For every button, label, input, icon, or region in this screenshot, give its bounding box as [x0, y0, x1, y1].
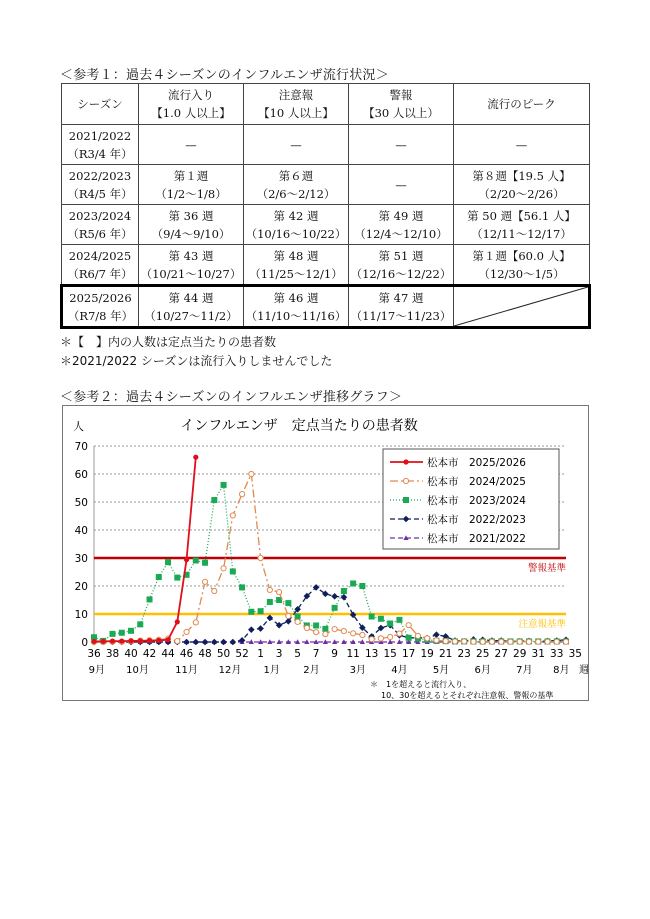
data-point [508, 639, 513, 644]
data-point [267, 599, 273, 605]
warning-cell: 第 49 週 （12/4～12/10） [349, 205, 454, 245]
warning-cell: — [349, 125, 454, 165]
influenza-chart [62, 405, 589, 701]
data-point [295, 619, 300, 624]
data-point [331, 593, 338, 600]
x-tick-label: 19 [420, 648, 434, 660]
data-point [403, 459, 408, 464]
legend-label: 松本市 2025/2026 [427, 457, 526, 469]
legend-label: 松本市 2022/2023 [427, 514, 526, 526]
x-tick-label: 29 [513, 648, 527, 660]
data-point [378, 616, 384, 622]
header-onset: 流行入り 【1.0 人以上】 [139, 84, 244, 125]
data-point [165, 637, 170, 642]
data-point [165, 559, 171, 565]
x-tick-label: 1 [257, 648, 264, 660]
data-point [239, 584, 245, 590]
advisory-cell: 第 46 週 （11/10～11/16） [244, 286, 349, 328]
data-point [221, 566, 226, 571]
month-label: 6月 [474, 665, 491, 676]
chart-annotation: 10、30を超えるとそれぞれ注意報、警報の基準 [381, 691, 554, 700]
data-point [119, 639, 124, 644]
x-tick-label: 21 [438, 648, 453, 660]
data-point [285, 600, 291, 606]
x-tick-label: 38 [105, 648, 120, 660]
month-label: 2月 [303, 665, 320, 676]
data-point [202, 560, 208, 566]
data-point [211, 497, 217, 503]
data-point [258, 555, 263, 560]
x-tick-label: 52 [235, 648, 249, 660]
data-point [183, 639, 190, 646]
table-header-row [62, 84, 590, 125]
data-point [202, 639, 209, 646]
data-point [360, 632, 365, 637]
data-point [211, 639, 218, 646]
x-tick-label: 42 [142, 648, 157, 660]
data-point [212, 588, 217, 593]
data-point [526, 639, 531, 644]
x-tick-label: 35 [568, 648, 582, 660]
y-tick-label: 70 [74, 441, 88, 453]
legend-label: 松本市 2021/2022 [427, 533, 526, 545]
onset-cell: 第 44 週 （10/27～11/2） [139, 286, 244, 328]
season-cell: 2024/2025 （R6/7 年） [62, 245, 139, 286]
season-cell: 2021/2022 （R3/4 年） [62, 125, 139, 165]
header-peak: 流行のピーク [454, 84, 590, 125]
data-point [563, 639, 568, 644]
month-label: 9月 [88, 665, 105, 676]
month-label: 10月 [126, 665, 149, 676]
y-tick-label: 50 [74, 497, 88, 509]
data-point [434, 638, 439, 643]
data-point [322, 626, 328, 632]
line-chart [63, 406, 588, 700]
x-tick-label: 44 [161, 648, 175, 660]
advisory-cell: 第 42 週 （10/16～10/22） [244, 205, 349, 245]
data-point [91, 639, 96, 644]
y-tick-label: 30 [74, 553, 88, 565]
onset-cell: — [139, 125, 244, 165]
x-tick-label: 27 [494, 648, 508, 660]
y-axis-unit: 人 [73, 420, 84, 433]
legend-label: 松本市 2023/2024 [427, 495, 526, 507]
x-tick-label: 23 [457, 648, 471, 660]
advisory-cell: 第 48 週 （11/25～12/1） [244, 245, 349, 286]
data-point [156, 638, 161, 643]
data-point [415, 633, 420, 638]
data-point [193, 620, 198, 625]
data-point [175, 619, 180, 624]
x-tick-label: 11 [346, 648, 360, 660]
data-point [193, 558, 199, 564]
data-point [248, 609, 254, 615]
table-row-current-season [62, 286, 590, 328]
x-tick-label: 31 [531, 648, 545, 660]
data-point [110, 639, 115, 644]
data-point [128, 628, 134, 634]
data-point [499, 639, 504, 644]
data-point [332, 605, 338, 611]
reference-line-label: 注意報基準 [518, 619, 566, 630]
data-point [351, 631, 356, 636]
data-point [101, 639, 106, 644]
data-point [230, 513, 235, 518]
data-point [147, 596, 153, 602]
x-tick-label: 33 [550, 648, 564, 660]
diagonal-slash-icon [454, 287, 588, 326]
data-point [138, 638, 143, 643]
x-tick-label: 25 [476, 648, 490, 660]
data-point [517, 639, 522, 644]
month-label: 7月 [516, 665, 533, 676]
chart-annotation: ＊ 1を超えると流行入り、 [370, 680, 472, 689]
x-tick-label: 5 [294, 648, 301, 660]
data-point [257, 625, 264, 632]
data-point [230, 639, 237, 646]
month-label: 5月 [432, 665, 450, 676]
data-point [286, 613, 291, 618]
data-point [276, 590, 281, 595]
peak-cell: 第８週【19.5 人】 （2/20～2/26） [454, 165, 590, 205]
warning-cell: — [349, 165, 454, 205]
data-point [314, 630, 319, 635]
section2-heading: ＜参考２：過去４シーズンのインフルエンザ推移グラフ＞ [60, 390, 403, 405]
data-point [323, 632, 328, 637]
month-label: 4月 [391, 665, 408, 676]
x-tick-label: 3 [275, 648, 283, 660]
peak-cell: 第１週【60.0 人】 （12/30～1/5） [454, 245, 590, 286]
x-tick-label: 36 [87, 648, 101, 660]
x-tick-label: 9 [331, 648, 338, 660]
influenza-season-table [60, 83, 591, 329]
chart-title: インフルエンザ 定点当たりの患者数 [180, 418, 418, 434]
data-point [184, 629, 189, 634]
onset-cell: 第１週 （1/2～1/8） [139, 165, 244, 205]
warning-cell: 第 47 週 （11/17～11/23） [349, 286, 454, 328]
onset-cell: 第 43 週 （10/21～10/27） [139, 245, 244, 286]
data-point [174, 575, 180, 581]
month-label: 11月 [175, 665, 198, 676]
advisory-cell: — [244, 125, 349, 165]
data-point [119, 630, 125, 636]
reference-line-label: 警報基準 [527, 563, 566, 574]
data-point [369, 637, 374, 642]
data-point [489, 639, 494, 644]
data-point [184, 557, 189, 562]
month-label: 8月 [553, 665, 570, 676]
legend-label: 松本市 2024/2025 [427, 476, 526, 488]
data-point [147, 638, 152, 643]
table-row [62, 125, 590, 165]
x-tick-label: 17 [401, 648, 416, 660]
header-warning: 警報 【30 人以上） [349, 84, 454, 125]
data-point [452, 639, 457, 644]
y-tick-label: 60 [74, 469, 88, 481]
data-point [388, 634, 393, 639]
y-tick-label: 10 [74, 609, 88, 621]
data-point [403, 478, 408, 483]
y-tick-label: 0 [81, 637, 88, 649]
data-point [341, 628, 346, 633]
data-point [258, 608, 264, 614]
data-point [396, 617, 402, 623]
advisory-cell: 第６週 （2/6～2/12） [244, 165, 349, 205]
data-point [406, 623, 411, 628]
x-tick-label: 50 [216, 648, 231, 660]
data-point [480, 639, 485, 644]
data-point [249, 471, 254, 476]
peak-cell: — [454, 125, 590, 165]
data-point [433, 631, 440, 638]
data-point [341, 594, 348, 601]
season-cell: 2023/2024 （R5/6 年） [62, 205, 139, 245]
data-point [175, 639, 180, 644]
section1-heading: ＜参考１：過去４シーズンのインフルエンザ流行状況＞ [60, 68, 389, 83]
data-point [545, 639, 550, 644]
table-row [62, 205, 590, 245]
data-point [295, 614, 301, 620]
month-label: 3月 [349, 665, 366, 676]
data-point [359, 583, 365, 589]
y-tick-label: 40 [74, 525, 88, 537]
onset-cell: 第 36 週 （9/4～9/10） [139, 205, 244, 245]
warning-cell: 第 51 週 （12/16～12/22） [349, 245, 454, 286]
x-tick-label: 15 [383, 648, 397, 660]
data-point [202, 579, 207, 584]
data-point [193, 639, 200, 646]
data-point [350, 580, 356, 586]
peak-cell: 第 50 週【56.1 人】 （12/11～12/17） [454, 205, 590, 245]
data-point [193, 455, 198, 460]
data-point [462, 639, 467, 644]
data-point [387, 621, 393, 627]
x-tick-label: 13 [364, 648, 379, 660]
month-label: 12月 [218, 665, 242, 676]
x-tick-label: 46 [179, 648, 194, 660]
data-point [369, 614, 375, 620]
data-point [156, 574, 162, 580]
data-point [313, 622, 319, 628]
x-tick-label: 48 [198, 648, 212, 660]
data-point [220, 639, 227, 646]
table-row [62, 245, 590, 286]
header-advisory: 注意報 【10 人以上】 [244, 84, 349, 125]
data-point [341, 588, 347, 594]
data-point [403, 497, 409, 503]
peak-cell-empty [454, 286, 590, 328]
note-brackets: ＊【 】内の人数は定点当たりの患者数 [60, 335, 277, 349]
y-tick-label: 20 [74, 581, 88, 593]
data-point [425, 636, 430, 641]
table-row [62, 165, 590, 205]
x-axis-unit: 週 [579, 665, 588, 676]
season-cell: 2025/2026 （R7/8 年） [62, 286, 139, 328]
data-point [304, 625, 309, 630]
data-point [230, 568, 236, 574]
data-point [378, 636, 383, 641]
data-point [239, 492, 244, 497]
data-point [221, 482, 227, 488]
season-cell: 2022/2023 （R4/5 年） [62, 165, 139, 205]
header-season: シーズン [62, 84, 139, 125]
data-point [248, 626, 255, 633]
data-point [443, 639, 448, 644]
data-point [554, 639, 559, 644]
x-tick-label: 40 [124, 648, 138, 660]
x-tick-label: 7 [312, 648, 320, 660]
data-point [128, 638, 133, 643]
data-point [536, 639, 541, 644]
data-point [471, 639, 476, 644]
data-point [332, 627, 337, 632]
data-point [110, 631, 116, 637]
data-point [397, 631, 402, 636]
data-point [406, 635, 412, 641]
data-point [267, 587, 272, 592]
note-no-epidemic: ＊2021/2022 シーズンは流行入りしませんでした [60, 354, 333, 368]
month-label: 1月 [263, 665, 280, 676]
data-point [137, 621, 143, 627]
